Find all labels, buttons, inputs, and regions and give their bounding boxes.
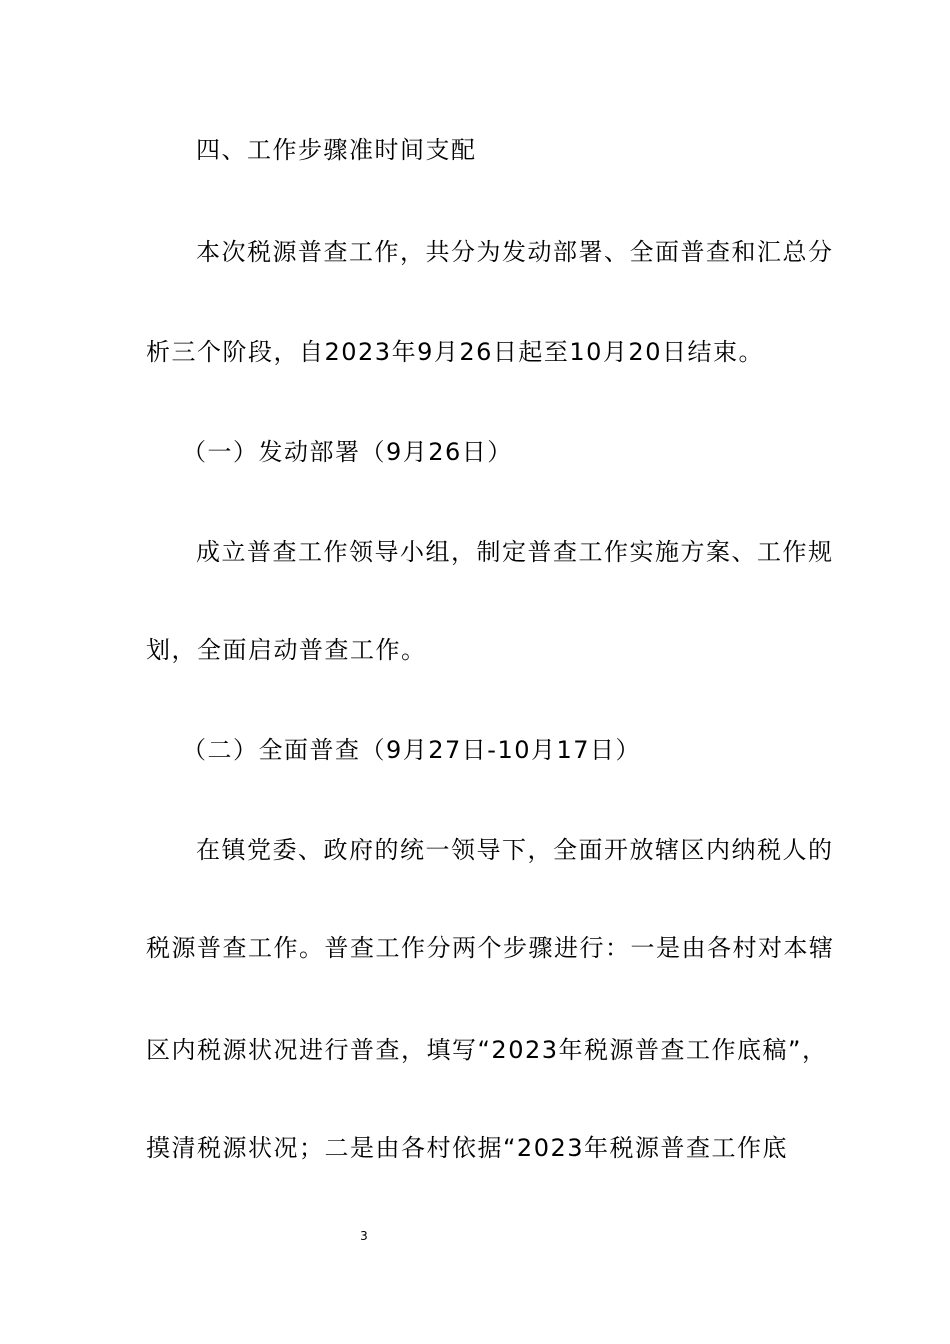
section-heading: 四、工作步骤准时间支配 — [196, 136, 477, 164]
paragraph-2-line-1: 成立普查工作领导小组，制定普查工作实施方案、工作规 — [196, 538, 834, 566]
subsection-heading-2: （二）全面普查（9月27日-10月17日） — [182, 736, 642, 764]
paragraph-3-line-1: 在镇党委、政府的统一领导下，全面开放辖区内纳税人的 — [196, 836, 834, 864]
paragraph-1-line-1: 本次税源普查工作，共分为发动部署、全面普查和汇总分 — [196, 238, 834, 266]
page-number: 3 — [360, 1229, 368, 1243]
paragraph-1-line-2: 析三个阶段，自2023年9月26日起至10月20日结束。 — [146, 338, 764, 366]
paragraph-2-line-2: 划，全面启动普查工作。 — [146, 636, 427, 664]
subsection-heading-1: （一）发动部署（9月26日） — [182, 438, 513, 466]
paragraph-3-line-4: 摸清税源状况；二是由各村依据“2023年税源普查工作底 — [146, 1134, 789, 1162]
paragraph-3-line-3: 区内税源状况进行普查，填写“2023年税源普查工作底稿”， — [146, 1036, 828, 1064]
paragraph-3-line-2: 税源普查工作。普查工作分两个步骤进行：一是由各村对本辖 — [146, 934, 835, 962]
